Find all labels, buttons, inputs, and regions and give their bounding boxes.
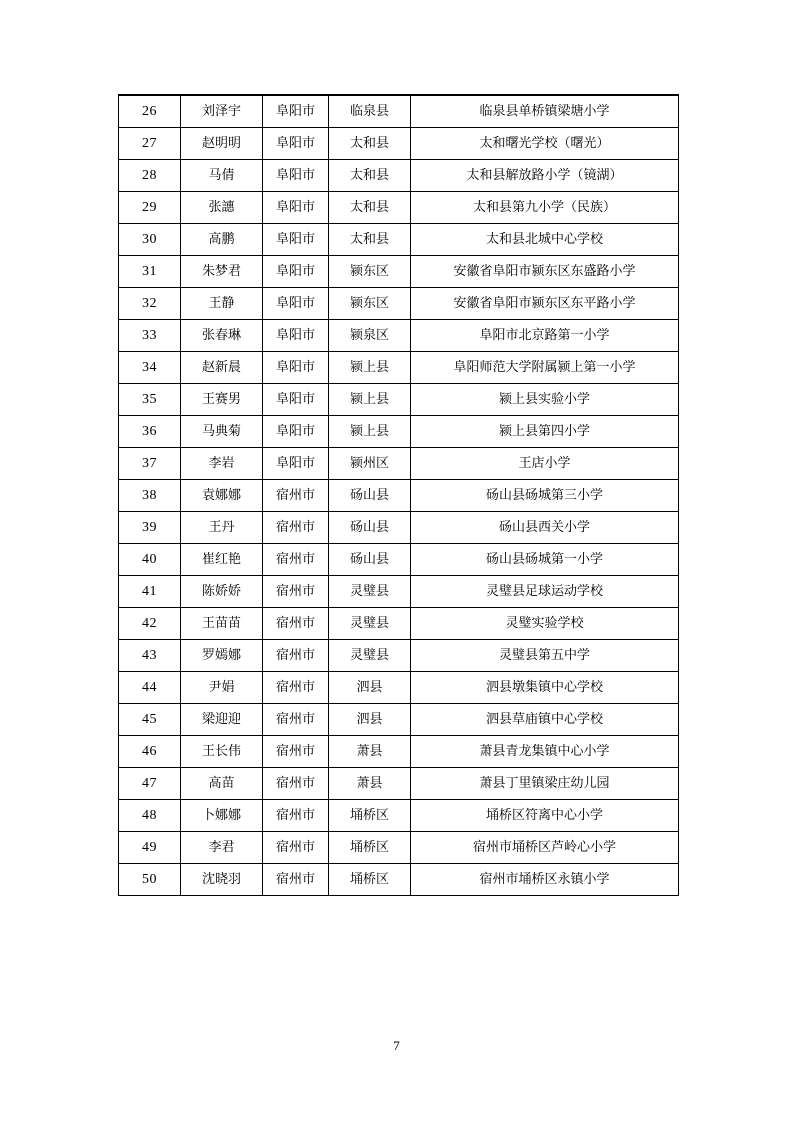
- cell-school: 临泉县单桥镇梁塘小学: [411, 95, 679, 128]
- cell-index: 39: [119, 512, 181, 544]
- cell-school: 宿州市埇桥区芦岭心小学: [411, 832, 679, 864]
- cell-city: 阜阳市: [263, 95, 329, 128]
- cell-name: 陈娇娇: [181, 576, 263, 608]
- cell-school: 灵璧实验学校: [411, 608, 679, 640]
- cell-name: 赵明明: [181, 128, 263, 160]
- cell-county: 太和县: [329, 160, 411, 192]
- cell-index: 41: [119, 576, 181, 608]
- cell-school: 安徽省阜阳市颍东区东盛路小学: [411, 256, 679, 288]
- table-row: [119, 416, 679, 448]
- cell-name: 王长伟: [181, 736, 263, 768]
- cell-county: 埇桥区: [329, 864, 411, 896]
- table-row: [119, 576, 679, 608]
- cell-name: 尹娟: [181, 672, 263, 704]
- cell-school: 泗县草庙镇中心学校: [411, 704, 679, 736]
- cell-school: 埇桥区符离中心小学: [411, 800, 679, 832]
- cell-county: 泗县: [329, 704, 411, 736]
- cell-index: 40: [119, 544, 181, 576]
- table-row: [119, 608, 679, 640]
- cell-name: 梁迎迎: [181, 704, 263, 736]
- table-row: [119, 800, 679, 832]
- cell-city: 阜阳市: [263, 128, 329, 160]
- cell-index: 33: [119, 320, 181, 352]
- cell-index: 42: [119, 608, 181, 640]
- cell-school: 泗县墩集镇中心学校: [411, 672, 679, 704]
- cell-index: 38: [119, 480, 181, 512]
- cell-index: 45: [119, 704, 181, 736]
- cell-county: 太和县: [329, 224, 411, 256]
- cell-city: 宿州市: [263, 672, 329, 704]
- cell-name: 袁娜娜: [181, 480, 263, 512]
- cell-county: 萧县: [329, 736, 411, 768]
- table-row: [119, 192, 679, 224]
- table-row: [119, 736, 679, 768]
- cell-city: 宿州市: [263, 832, 329, 864]
- cell-index: 34: [119, 352, 181, 384]
- cell-index: 30: [119, 224, 181, 256]
- table-row: [119, 832, 679, 864]
- cell-city: 阜阳市: [263, 256, 329, 288]
- cell-index: 49: [119, 832, 181, 864]
- table-row: [119, 448, 679, 480]
- cell-county: 颍上县: [329, 416, 411, 448]
- cell-city: 宿州市: [263, 480, 329, 512]
- cell-city: 宿州市: [263, 800, 329, 832]
- cell-school: 灵璧县第五中学: [411, 640, 679, 672]
- cell-county: 砀山县: [329, 544, 411, 576]
- cell-school: 颍上县实验小学: [411, 384, 679, 416]
- table-row: [119, 480, 679, 512]
- cell-county: 埇桥区: [329, 832, 411, 864]
- cell-index: 31: [119, 256, 181, 288]
- table-row: [119, 768, 679, 800]
- cell-city: 宿州市: [263, 864, 329, 896]
- table-row: [119, 704, 679, 736]
- cell-school: 萧县青龙集镇中心小学: [411, 736, 679, 768]
- cell-index: 47: [119, 768, 181, 800]
- table-row: [119, 672, 679, 704]
- table-row: [119, 95, 679, 128]
- cell-county: 颍东区: [329, 256, 411, 288]
- table-row: [119, 384, 679, 416]
- cell-name: 卜娜娜: [181, 800, 263, 832]
- cell-county: 临泉县: [329, 95, 411, 128]
- cell-name: 王丹: [181, 512, 263, 544]
- cell-index: 44: [119, 672, 181, 704]
- cell-index: 48: [119, 800, 181, 832]
- cell-county: 砀山县: [329, 512, 411, 544]
- cell-index: 29: [119, 192, 181, 224]
- cell-school: 砀山县西关小学: [411, 512, 679, 544]
- cell-school: 灵璧县足球运动学校: [411, 576, 679, 608]
- cell-city: 宿州市: [263, 544, 329, 576]
- cell-county: 颍上县: [329, 384, 411, 416]
- cell-county: 颍上县: [329, 352, 411, 384]
- cell-school: 太和县解放路小学（镜湖）: [411, 160, 679, 192]
- cell-name: 李岩: [181, 448, 263, 480]
- cell-school: 砀山县砀城第一小学: [411, 544, 679, 576]
- cell-index: 32: [119, 288, 181, 320]
- cell-name: 王静: [181, 288, 263, 320]
- cell-city: 宿州市: [263, 768, 329, 800]
- cell-city: 阜阳市: [263, 416, 329, 448]
- cell-name: 高鹏: [181, 224, 263, 256]
- cell-school: 太和县北城中心学校: [411, 224, 679, 256]
- cell-school: 王店小学: [411, 448, 679, 480]
- table-row: [119, 128, 679, 160]
- cell-name: 沈晓羽: [181, 864, 263, 896]
- cell-city: 宿州市: [263, 704, 329, 736]
- cell-name: 刘泽宇: [181, 95, 263, 128]
- cell-school: 颍上县第四小学: [411, 416, 679, 448]
- cell-city: 阜阳市: [263, 192, 329, 224]
- participants-table: [118, 94, 679, 896]
- cell-name: 高苗: [181, 768, 263, 800]
- cell-city: 阜阳市: [263, 384, 329, 416]
- page-number: 7: [393, 1038, 400, 1053]
- cell-city: 宿州市: [263, 512, 329, 544]
- cell-city: 宿州市: [263, 576, 329, 608]
- cell-county: 颍州区: [329, 448, 411, 480]
- cell-index: 43: [119, 640, 181, 672]
- cell-school: 阜阳市北京路第一小学: [411, 320, 679, 352]
- cell-county: 萧县: [329, 768, 411, 800]
- cell-county: 太和县: [329, 128, 411, 160]
- cell-school: 太和县第九小学（民族）: [411, 192, 679, 224]
- table-row: [119, 640, 679, 672]
- cell-name: 罗嫣娜: [181, 640, 263, 672]
- cell-index: 46: [119, 736, 181, 768]
- cell-county: 灵璧县: [329, 576, 411, 608]
- cell-city: 宿州市: [263, 736, 329, 768]
- table-row: [119, 224, 679, 256]
- cell-county: 埇桥区: [329, 800, 411, 832]
- cell-county: 颍东区: [329, 288, 411, 320]
- table-row: [119, 288, 679, 320]
- cell-county: 灵璧县: [329, 608, 411, 640]
- cell-school: 砀山县砀城第三小学: [411, 480, 679, 512]
- cell-index: 36: [119, 416, 181, 448]
- cell-county: 砀山县: [329, 480, 411, 512]
- cell-city: 宿州市: [263, 608, 329, 640]
- cell-school: 宿州市埇桥区永镇小学: [411, 864, 679, 896]
- cell-school: 萧县丁里镇梁庄幼儿园: [411, 768, 679, 800]
- cell-name: 崔红艳: [181, 544, 263, 576]
- cell-city: 宿州市: [263, 640, 329, 672]
- cell-name: 朱梦君: [181, 256, 263, 288]
- cell-index: 27: [119, 128, 181, 160]
- table-row: [119, 864, 679, 896]
- cell-city: 阜阳市: [263, 352, 329, 384]
- cell-school: 安徽省阜阳市颍东区东平路小学: [411, 288, 679, 320]
- cell-county: 太和县: [329, 192, 411, 224]
- cell-name: 赵新晨: [181, 352, 263, 384]
- cell-index: 26: [119, 95, 181, 128]
- table-row: [119, 352, 679, 384]
- cell-city: 阜阳市: [263, 448, 329, 480]
- cell-name: 王赛男: [181, 384, 263, 416]
- cell-index: 50: [119, 864, 181, 896]
- cell-school: 阜阳师范大学附属颍上第一小学: [411, 352, 679, 384]
- cell-name: 张譓: [181, 192, 263, 224]
- cell-city: 阜阳市: [263, 288, 329, 320]
- table-row: [119, 544, 679, 576]
- cell-index: 37: [119, 448, 181, 480]
- cell-city: 阜阳市: [263, 160, 329, 192]
- cell-city: 阜阳市: [263, 320, 329, 352]
- cell-name: 李君: [181, 832, 263, 864]
- cell-name: 王苗苗: [181, 608, 263, 640]
- cell-index: 35: [119, 384, 181, 416]
- table-row: [119, 320, 679, 352]
- cell-county: 灵璧县: [329, 640, 411, 672]
- cell-index: 28: [119, 160, 181, 192]
- table-row: [119, 256, 679, 288]
- cell-name: 马倩: [181, 160, 263, 192]
- cell-name: 张春琳: [181, 320, 263, 352]
- cell-school: 太和曙光学校（曙光）: [411, 128, 679, 160]
- cell-county: 颍泉区: [329, 320, 411, 352]
- table-row: [119, 160, 679, 192]
- table-row: [119, 512, 679, 544]
- cell-city: 阜阳市: [263, 224, 329, 256]
- cell-name: 马典菊: [181, 416, 263, 448]
- cell-county: 泗县: [329, 672, 411, 704]
